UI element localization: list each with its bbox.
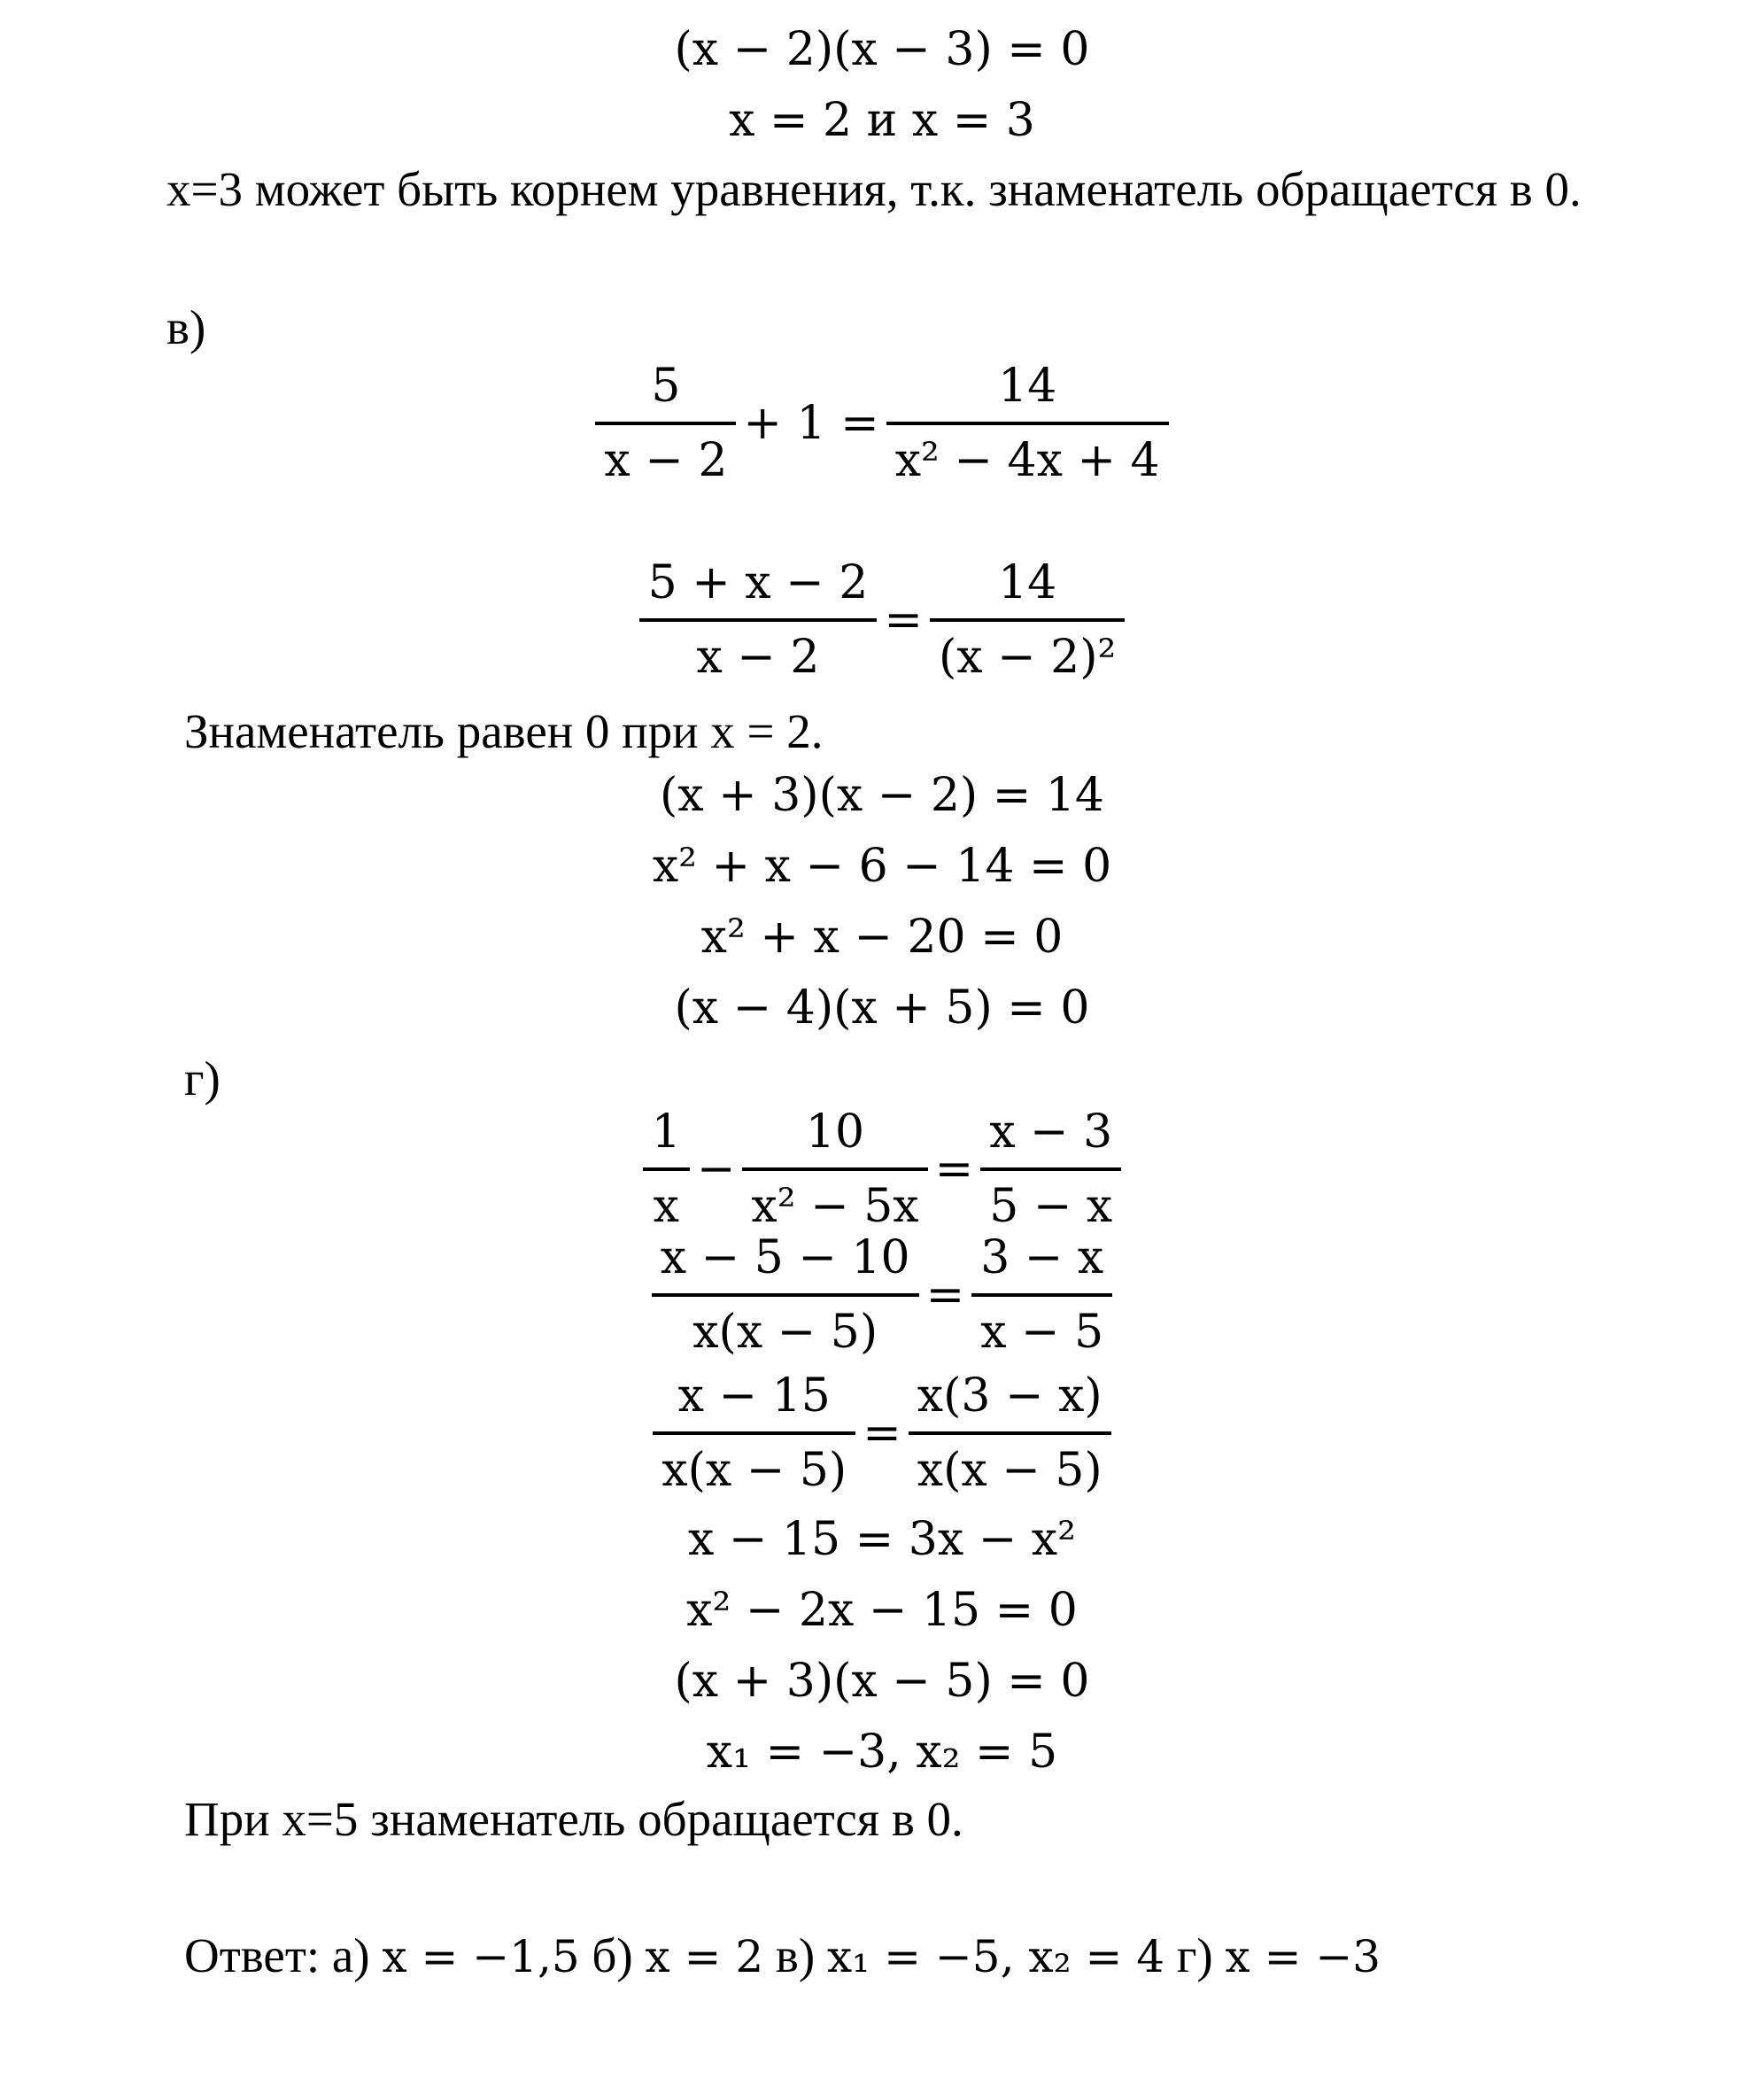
- equation-factored: (x − 2)(x − 3) = 0: [674, 23, 1090, 76]
- note-denominator-v: Знаменатель равен 0 при x = 2.: [184, 704, 824, 758]
- answer-b: x = 2: [645, 1931, 764, 1982]
- equation-v-step4: (x − 4)(x + 5) = 0: [674, 981, 1090, 1035]
- answer-a: x = −1,5: [382, 1931, 580, 1982]
- equation-roots: x = 2 и x = 3: [729, 94, 1035, 147]
- fraction: $\frac{3 - x}{x - 5}$: [971, 1235, 1112, 1355]
- fraction: $\frac{14}{\text{(x − 2)²}}$: [930, 560, 1125, 680]
- equation-v-combined: $\frac{5 + x - 2}{x - 2}$ = $\frac{14}{\text{(x − 2)²}}$: [0, 560, 1764, 680]
- equation-g-step1: $\frac{x - 5 - 10}{x(x - 5)}$ = $\frac{3 - x}{x - 5}$: [0, 1235, 1764, 1355]
- part-g-label: г): [184, 1051, 220, 1105]
- equation-v-step3: x² + x − 20 = 0: [700, 911, 1064, 964]
- equation-g-step4: x² − 2x − 15 = 0: [686, 1584, 1078, 1637]
- note-denominator-g: При x=5 знаменатель обращается в 0.: [184, 1792, 963, 1846]
- answer-line: [184, 1928, 1381, 1982]
- equation-g-step2: $\frac{x - 15}{x(x - 5)}$ = $\frac{x(3 - x)}{x(x - 5)}$: [0, 1373, 1764, 1493]
- equation-g-step5: (x + 3)(x − 5) = 0: [674, 1655, 1090, 1708]
- answer-v-label: в): [775, 1928, 816, 1982]
- answer-g: x = −3: [1225, 1931, 1381, 1982]
- fraction: $\frac{x - 5 - 10}{x(x - 5)}$: [652, 1235, 919, 1355]
- equation-g-roots: x₁ = −3, x₂ = 5: [706, 1726, 1058, 1779]
- fraction: $\frac{x - 3}{5 - x}$: [980, 1109, 1121, 1229]
- fraction: $\frac{10}{\text{x² − 5x}}$: [742, 1109, 927, 1229]
- equation-v-step2: x² + x − 6 − 14 = 0: [652, 840, 1112, 893]
- fraction: $\frac{x(3 - x)}{x(x - 5)}$: [909, 1373, 1111, 1493]
- equation-g-step3: x − 15 = 3x − x²: [688, 1513, 1076, 1566]
- fraction: $\frac{14}{\text{x² − 4x + 4}}$: [886, 363, 1169, 484]
- fraction: $\frac{5 + x - 2}{x - 2}$: [639, 560, 878, 680]
- answer-label: Ответ: а): [184, 1928, 370, 1982]
- fraction: $\frac{1}{x}$: [643, 1109, 690, 1229]
- fraction: $\frac{x - 15}{x(x - 5)}$: [653, 1373, 855, 1493]
- equation-v-original: $\frac{5}{x - 2}$ + 1 = $\frac{14}{\text{x² − 4x + 4}}$: [0, 363, 1764, 484]
- equation-v-step1: (x + 3)(x − 2) = 14: [659, 769, 1105, 822]
- fraction: $\frac{5}{x - 2}$: [595, 363, 736, 484]
- equation-g-original: $\frac{1}{x}$ − $\frac{10}{\text{x² − 5x}}$ = $\frac{x - 3}{5 - x}$: [0, 1109, 1764, 1229]
- answer-v: x₁ = −5, x₂ = 4: [826, 1931, 1165, 1982]
- answer-g-label: г): [1176, 1928, 1213, 1982]
- answer-b-label: б): [592, 1928, 633, 1982]
- part-v-label: в): [166, 300, 206, 354]
- note-root-check: x=3 может быть корнем уравнения, т.к. знаменатель обращается в 0.: [166, 162, 1582, 216]
